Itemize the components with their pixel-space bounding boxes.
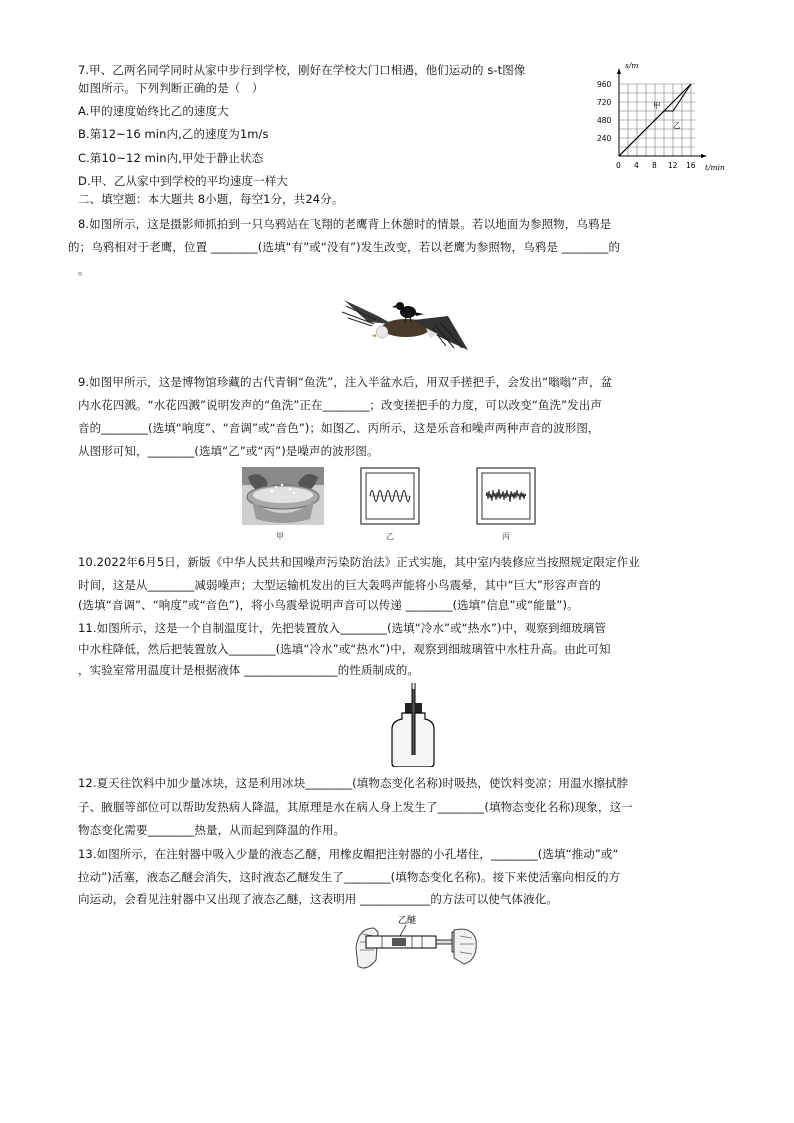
q8-line1: 8.如图所示，这是摄影师抓拍到一只乌鸦站在飞翔的老鹰背上休憩时的情景。若以地面为参照物，乌鸦是 <box>78 217 612 231</box>
q12-line3: 物态变化需要________热量，从而起到降温的作用。 <box>78 823 346 837</box>
x-tick-0: 0 <box>616 161 621 170</box>
ether-label: 乙醚 <box>398 916 417 926</box>
q7-option-a: A.甲的速度始终比乙的速度大 <box>78 104 229 118</box>
q7-option-b: B.第12~16 min内,乙的速度为1m/s <box>78 127 269 141</box>
q10-line2: 时间，这是从________减弱噪声；大型运输机发出的巨大轰鸣声能将小鸟震晕，其中“巨大”形容声音的 <box>78 578 601 592</box>
graph-label-yi: 乙 <box>673 121 681 130</box>
caption-bing: 丙 <box>502 532 510 541</box>
q12-line1: 12.夏天往饮料中加少量冰块，这是利用冰块________(填物态变化名称)时吸热，使饮料变凉；用温水擦拭脖 <box>78 776 629 790</box>
x-tick-12: 12 <box>668 161 678 170</box>
graph-label-jia: 甲 <box>653 101 661 110</box>
q11-line3: ，实验室常用温度计是根据液体 ________________的性质制成的。 <box>78 663 419 677</box>
q9-line1: 9.如图甲所示，这是博物馆珍藏的古代青铜“鱼洗”，注入半盆水后，用双手搓把手，会发出“嗡嗡”声，盆 <box>78 375 613 389</box>
thermometer-bottle-figure <box>390 683 436 767</box>
waveform-yi-panel <box>360 467 420 525</box>
q9-line4: 从图形可知，________(选填“乙”或“丙”)是噪声的波形图。 <box>78 444 379 458</box>
q7-stem-line1: 7.甲、乙两名同学同时从家中步行到学校，刚好在学校大门口相遇，他们运动的 s-t图像 <box>78 63 526 77</box>
caption-jia: 甲 <box>276 532 284 541</box>
q13-line2: 拉动”)活塞，液态乙醚会消失，这时液态乙醚发生了________(填物态变化名称)。接下来使活塞向相反的方 <box>78 870 621 884</box>
q8-line2: 的；乌鸦相对于老鹰，位置 ________(选填“有”或“没有”)发生改变，若以老鹰为参照物，乌鸦是 ________的 <box>68 240 621 254</box>
y-tick-720: 720 <box>597 98 612 107</box>
eagle-crow-photo <box>338 290 472 356</box>
waveform-bing-panel <box>476 467 536 525</box>
q10-line1: 10.2022年6月5日，新版《中华人民共和国噪声污染防治法》正式实施，其中室内装修应当按照规定限定作业 <box>78 555 640 569</box>
x-tick-8: 8 <box>652 161 657 170</box>
q9-line2: 内水花四溅。“水花四溅”说明发声的“鱼洗”正在________；改变搓把手的力度，可以改变“鱼洗”发出声 <box>78 398 602 412</box>
y-tick-240: 240 <box>597 134 612 143</box>
y-tick-480: 480 <box>597 116 612 125</box>
x-tick-16: 16 <box>686 161 696 170</box>
q9-line3: 音的________(选填“响度”、“音调”或“音色”)；如图乙、丙所示，这是乐音和噪声两种声音的波形图， <box>78 421 600 435</box>
q12-line2: 子、腋腘等部位可以帮助发热病人降温，其原理是水在病人身上发生了________(填物态变化名称)现象，这一 <box>78 800 633 814</box>
x-tick-4: 4 <box>634 161 639 170</box>
syringe-figure <box>352 914 478 972</box>
caption-yi: 乙 <box>386 532 394 541</box>
section-2-heading: 二、填空题：本大题共 8小题，每空1分，共24分。 <box>78 192 344 206</box>
q13-line1: 13.如图所示，在注射器中吸入少量的液态乙醚，用橡皮帽把注射器的小孔堵住，________(选填“推动”或“ <box>78 847 619 861</box>
q7-option-c: C.第10~12 min内,甲处于静止状态 <box>78 151 264 165</box>
q7-st-graph <box>597 58 737 176</box>
q7-stem-line2: 如图所示。下列判断正确的是（ ） <box>78 81 264 95</box>
y-unit-label: s/m <box>625 61 639 70</box>
x-unit-label: t/min <box>705 163 725 172</box>
q11-line1: 11.如图所示，这是一个自制温度计，先把装置放入________(选填“冷水”或“热水”)中，观察到细玻璃管 <box>78 621 606 635</box>
q7-option-d: D.甲、乙从家中到学校的平均速度一样大 <box>78 174 288 188</box>
q10-line3: (选填“音调”、“响度”或“音色”)，将小鸟震晕说明声音可以传递 ________(选填“信息”或“能量”)。 <box>78 598 579 612</box>
q11-line2: 中水柱降低，然后把装置放入________(选填“冷水”或“热水”)中，观察到细玻璃管中水柱升高。由此可知 <box>78 642 611 656</box>
fish-basin-photo <box>242 467 324 525</box>
q8-line3: 。 <box>78 263 90 277</box>
y-tick-960: 960 <box>597 80 612 89</box>
q13-line3: 向运动，会看见注射器中又出现了液态乙醚，这表明用 ____________的方法可以使气体液化。 <box>78 892 558 906</box>
